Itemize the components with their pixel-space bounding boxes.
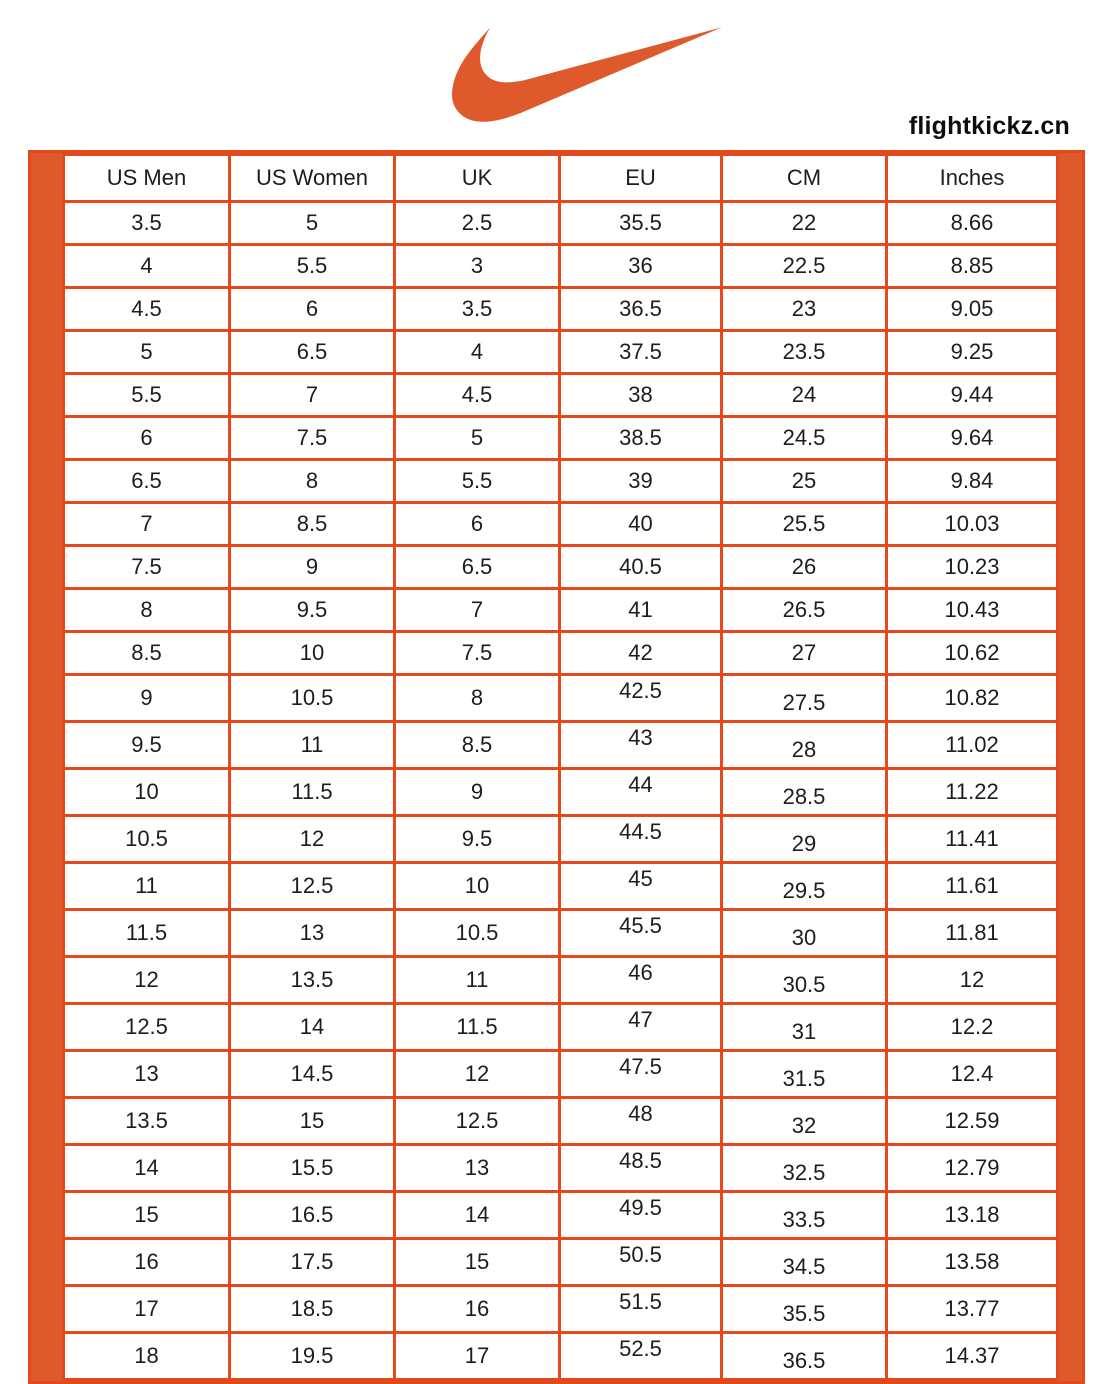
cell-eu: 36.5 (560, 288, 722, 331)
cell-us-men: 8 (64, 589, 230, 632)
table-row (64, 460, 1058, 503)
cell-us-women: 12.5 (230, 863, 395, 910)
cell-cm: 22.5 (722, 245, 887, 288)
cell-us-men: 6 (64, 417, 230, 460)
nike-swoosh-icon (452, 25, 722, 124)
cell-uk: 10.5 (395, 910, 560, 957)
cell-eu: 42.5 (560, 675, 722, 722)
cell-us-women: 7 (230, 374, 395, 417)
cell-us-men: 12.5 (64, 1004, 230, 1051)
cell-us-women: 17.5 (230, 1239, 395, 1286)
cell-cm: 28.5 (722, 769, 887, 816)
cell-us-men: 15 (64, 1192, 230, 1239)
cell-us-men: 7 (64, 503, 230, 546)
cell-eu: 40 (560, 503, 722, 546)
cell-inches: 10.03 (887, 503, 1058, 546)
cell-us-men: 13.5 (64, 1098, 230, 1145)
cell-cm: 31 (722, 1004, 887, 1051)
left-accent-bar (31, 153, 62, 1381)
cell-us-women: 19.5 (230, 1333, 395, 1380)
cell-us-women: 6.5 (230, 331, 395, 374)
cell-us-women: 6 (230, 288, 395, 331)
cell-cm: 29.5 (722, 863, 887, 910)
right-accent-bar (1059, 153, 1082, 1381)
cell-cm: 25 (722, 460, 887, 503)
cell-inches: 11.22 (887, 769, 1058, 816)
cell-inches: 11.02 (887, 722, 1058, 769)
cell-us-men: 10.5 (64, 816, 230, 863)
cell-uk: 4 (395, 331, 560, 374)
cell-cm: 27 (722, 632, 887, 675)
cell-uk: 12 (395, 1051, 560, 1098)
size-table (62, 153, 1059, 1381)
cell-inches: 12.2 (887, 1004, 1058, 1051)
cell-us-men: 7.5 (64, 546, 230, 589)
cell-us-women: 13 (230, 910, 395, 957)
cell-cm: 22 (722, 202, 887, 245)
cell-inches: 11.41 (887, 816, 1058, 863)
cell-inches: 13.18 (887, 1192, 1058, 1239)
cell-uk: 5.5 (395, 460, 560, 503)
cell-cm: 25.5 (722, 503, 887, 546)
cell-eu: 46 (560, 957, 722, 1004)
cell-inches: 8.66 (887, 202, 1058, 245)
cell-eu: 41 (560, 589, 722, 632)
cell-us-men: 8.5 (64, 632, 230, 675)
cell-us-women: 5.5 (230, 245, 395, 288)
cell-us-women: 12 (230, 816, 395, 863)
cell-uk: 11 (395, 957, 560, 1004)
table-row (64, 1051, 1058, 1098)
cell-us-men: 11.5 (64, 910, 230, 957)
table-row (64, 1192, 1058, 1239)
cell-us-men: 3.5 (64, 202, 230, 245)
cell-us-women: 9.5 (230, 589, 395, 632)
cell-inches: 9.84 (887, 460, 1058, 503)
cell-inches: 13.58 (887, 1239, 1058, 1286)
table-row (64, 288, 1058, 331)
cell-cm: 33.5 (722, 1192, 887, 1239)
cell-us-men: 9.5 (64, 722, 230, 769)
table-row (64, 202, 1058, 245)
cell-inches: 10.43 (887, 589, 1058, 632)
cell-eu: 38 (560, 374, 722, 417)
cell-cm: 24 (722, 374, 887, 417)
cell-us-women: 10 (230, 632, 395, 675)
cell-uk: 3.5 (395, 288, 560, 331)
cell-inches: 9.25 (887, 331, 1058, 374)
table-row (64, 1004, 1058, 1051)
cell-us-women: 18.5 (230, 1286, 395, 1333)
column-header-eu: EU (560, 155, 722, 202)
cell-eu: 44 (560, 769, 722, 816)
cell-us-women: 16.5 (230, 1192, 395, 1239)
cell-eu: 44.5 (560, 816, 722, 863)
cell-inches: 12.4 (887, 1051, 1058, 1098)
size-chart (28, 150, 1085, 1384)
cell-us-men: 18 (64, 1333, 230, 1380)
cell-inches: 9.64 (887, 417, 1058, 460)
cell-eu: 45 (560, 863, 722, 910)
cell-us-women: 14.5 (230, 1051, 395, 1098)
cell-cm: 30 (722, 910, 887, 957)
cell-uk: 3 (395, 245, 560, 288)
cell-cm: 26.5 (722, 589, 887, 632)
cell-eu: 42 (560, 632, 722, 675)
cell-eu: 43 (560, 722, 722, 769)
cell-uk: 6 (395, 503, 560, 546)
table-row (64, 722, 1058, 769)
cell-eu: 51.5 (560, 1286, 722, 1333)
cell-us-women: 14 (230, 1004, 395, 1051)
cell-cm: 23 (722, 288, 887, 331)
cell-eu: 38.5 (560, 417, 722, 460)
cell-us-women: 15.5 (230, 1145, 395, 1192)
table-row (64, 417, 1058, 460)
cell-uk: 13 (395, 1145, 560, 1192)
table-row (64, 816, 1058, 863)
cell-us-women: 13.5 (230, 957, 395, 1004)
cell-us-men: 9 (64, 675, 230, 722)
table-row (64, 863, 1058, 910)
table-row (64, 1098, 1058, 1145)
column-header-cm: CM (722, 155, 887, 202)
table-row (64, 957, 1058, 1004)
cell-inches: 10.62 (887, 632, 1058, 675)
cell-eu: 48 (560, 1098, 722, 1145)
cell-us-men: 10 (64, 769, 230, 816)
table-row (64, 675, 1058, 722)
cell-cm: 28 (722, 722, 887, 769)
column-header-uk: UK (395, 155, 560, 202)
cell-eu: 49.5 (560, 1192, 722, 1239)
cell-us-men: 11 (64, 863, 230, 910)
watermark-text: flightkickz.cn (908, 112, 1070, 140)
table-row (64, 245, 1058, 288)
column-header-us-men: US Men (64, 155, 230, 202)
cell-cm: 35.5 (722, 1286, 887, 1333)
cell-eu: 39 (560, 460, 722, 503)
cell-eu: 50.5 (560, 1239, 722, 1286)
cell-inches: 9.44 (887, 374, 1058, 417)
cell-uk: 16 (395, 1286, 560, 1333)
cell-us-women: 11.5 (230, 769, 395, 816)
cell-us-men: 13 (64, 1051, 230, 1098)
cell-inches: 10.23 (887, 546, 1058, 589)
header-row (64, 155, 1058, 202)
cell-cm: 31.5 (722, 1051, 887, 1098)
cell-cm: 36.5 (722, 1333, 887, 1380)
cell-uk: 8.5 (395, 722, 560, 769)
cell-uk: 10 (395, 863, 560, 910)
cell-inches: 14.37 (887, 1333, 1058, 1380)
cell-us-women: 10.5 (230, 675, 395, 722)
nike-logo (452, 25, 722, 124)
cell-uk: 4.5 (395, 374, 560, 417)
cell-eu: 47.5 (560, 1051, 722, 1098)
cell-cm: 30.5 (722, 957, 887, 1004)
cell-uk: 15 (395, 1239, 560, 1286)
cell-us-women: 11 (230, 722, 395, 769)
cell-us-men: 6.5 (64, 460, 230, 503)
cell-uk: 9.5 (395, 816, 560, 863)
table-row (64, 503, 1058, 546)
cell-eu: 40.5 (560, 546, 722, 589)
cell-us-women: 9 (230, 546, 395, 589)
cell-cm: 23.5 (722, 331, 887, 374)
cell-uk: 9 (395, 769, 560, 816)
cell-uk: 12.5 (395, 1098, 560, 1145)
cell-eu: 35.5 (560, 202, 722, 245)
cell-us-men: 5.5 (64, 374, 230, 417)
cell-inches: 11.61 (887, 863, 1058, 910)
cell-cm: 32 (722, 1098, 887, 1145)
cell-us-men: 4 (64, 245, 230, 288)
cell-cm: 32.5 (722, 1145, 887, 1192)
table-row (64, 374, 1058, 417)
cell-uk: 2.5 (395, 202, 560, 245)
cell-cm: 29 (722, 816, 887, 863)
cell-eu: 45.5 (560, 910, 722, 957)
cell-us-women: 8 (230, 460, 395, 503)
cell-uk: 5 (395, 417, 560, 460)
column-header-inches: Inches (887, 155, 1058, 202)
cell-uk: 7 (395, 589, 560, 632)
cell-uk: 17 (395, 1333, 560, 1380)
table-row (64, 769, 1058, 816)
cell-us-men: 4.5 (64, 288, 230, 331)
cell-us-men: 5 (64, 331, 230, 374)
cell-inches: 12.79 (887, 1145, 1058, 1192)
cell-cm: 34.5 (722, 1239, 887, 1286)
table-row (64, 1239, 1058, 1286)
cell-inches: 10.82 (887, 675, 1058, 722)
cell-inches: 11.81 (887, 910, 1058, 957)
cell-us-women: 7.5 (230, 417, 395, 460)
cell-inches: 13.77 (887, 1286, 1058, 1333)
cell-us-men: 12 (64, 957, 230, 1004)
cell-us-men: 16 (64, 1239, 230, 1286)
cell-inches: 12 (887, 957, 1058, 1004)
cell-eu: 37.5 (560, 331, 722, 374)
cell-uk: 8 (395, 675, 560, 722)
cell-uk: 7.5 (395, 632, 560, 675)
cell-us-women: 15 (230, 1098, 395, 1145)
cell-eu: 52.5 (560, 1333, 722, 1380)
table-row (64, 331, 1058, 374)
cell-cm: 24.5 (722, 417, 887, 460)
cell-inches: 8.85 (887, 245, 1058, 288)
column-header-us-women: US Women (230, 155, 395, 202)
cell-us-women: 5 (230, 202, 395, 245)
cell-eu: 47 (560, 1004, 722, 1051)
cell-inches: 9.05 (887, 288, 1058, 331)
cell-inches: 12.59 (887, 1098, 1058, 1145)
table-row (64, 1145, 1058, 1192)
cell-uk: 11.5 (395, 1004, 560, 1051)
cell-us-women: 8.5 (230, 503, 395, 546)
table-row (64, 1333, 1058, 1380)
table-row (64, 589, 1058, 632)
table-row (64, 632, 1058, 675)
cell-us-men: 17 (64, 1286, 230, 1333)
cell-us-men: 14 (64, 1145, 230, 1192)
cell-eu: 36 (560, 245, 722, 288)
cell-cm: 27.5 (722, 675, 887, 722)
cell-uk: 6.5 (395, 546, 560, 589)
cell-cm: 26 (722, 546, 887, 589)
table-row (64, 546, 1058, 589)
cell-uk: 14 (395, 1192, 560, 1239)
table-row (64, 910, 1058, 957)
table-row (64, 1286, 1058, 1333)
cell-eu: 48.5 (560, 1145, 722, 1192)
